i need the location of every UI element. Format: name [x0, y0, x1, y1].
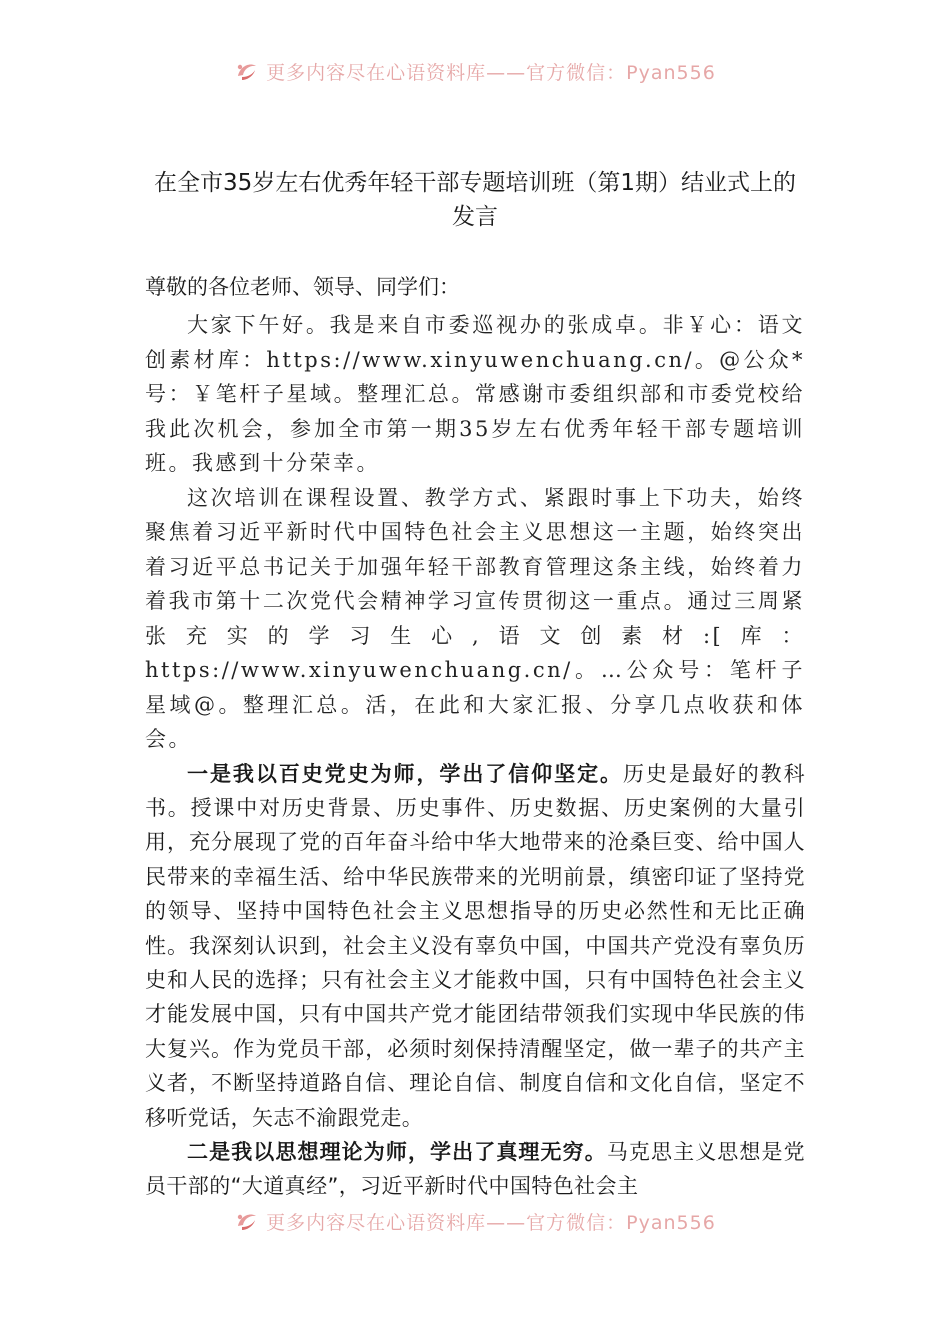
paragraph-4-text: 马克思主义思想是党员干部的“大道真经”，习近平新时代中国特色社会主: [145, 1139, 805, 1199]
paragraph-2: 这次培训在课程设置、教学方式、紧跟时事上下功夫，始终聚焦着习近平新时代中国特色社会主义思想这一主题，始终突出着习近平总书记关于加强年轻干部教育管理这条主线，始终着力着我市第十二次党代会精神学习宣传贯彻这一重点。通过三周紧张充实的学习生心,语文创素材:[库：https://www.xinyuwenchuang.cn/。…公众号：笔杆子星域@。整理汇总。活，在此和大家汇报、分享几点收获和体会。: [145, 485, 805, 751]
footer-watermark: [0, 1206, 950, 1236]
document-body: [145, 270, 805, 1204]
paragraph-1: 大家下午好。我是来自市委巡视办的张成卓。非￥心：语文创素材库：https://www.xinyuwenchuang.cn/。@公众*号：￥笔杆子星域。整理汇总。常感谢市委组织部和市委党校给我此次机会，参加全市第一期35岁左右优秀年轻干部专题培训班。我感到十分荣幸。: [145, 313, 805, 475]
document-title: 在全市35岁左右优秀年轻干部专题培训班（第1期）结业式上的发言: [154, 170, 796, 230]
paragraph-3-text: 历史是最好的教科书。授课中对历史背景、历史事件、历史数据、历史案例的大量引用，充分展现了党的百年奋斗给中华大地带来的沧桑巨变、给中国人民带来的幸福生活、给中华民族带来的光明前景，缜密印证了坚持党的领导、坚持中国特色社会主义思想指导的历史必然性和无比正确性。我深刻认识到，社会主义没有辜负中国，中国共产党没有辜负历史和人民的选择；只有社会主义才能救中国，只有中国特色社会主义才能发展中国，只有中国共产党才能团结带领我们实现中华民族的伟大复兴。作为党员干部，必须时刻保持清醒坚定，做一辈子的共产主义者，不断坚持道路自信、理论自信、制度自信和文化自信，坚定不移听党话，矢志不渝跟党走。: [145, 761, 805, 1130]
swirl-logo-icon: [234, 1208, 260, 1234]
watermark-text: 更多内容尽在心语资料库——官方微信：Pyan556: [266, 61, 716, 84]
paragraph-4-heading: 二是我以思想理论为师，学出了真理无穷。: [187, 1139, 607, 1164]
swirl-logo-icon: [234, 58, 260, 84]
paragraph-4: [145, 1135, 805, 1204]
paragraph-3: [145, 757, 805, 1135]
watermark-text: 更多内容尽在心语资料库——官方微信：Pyan556: [266, 1211, 716, 1234]
header-watermark: [0, 56, 950, 86]
salutation: 尊敬的各位老师、领导、同学们：: [145, 275, 460, 299]
paragraph-3-heading: 一是我以百史党史为师，学出了信仰坚定。: [187, 761, 623, 786]
